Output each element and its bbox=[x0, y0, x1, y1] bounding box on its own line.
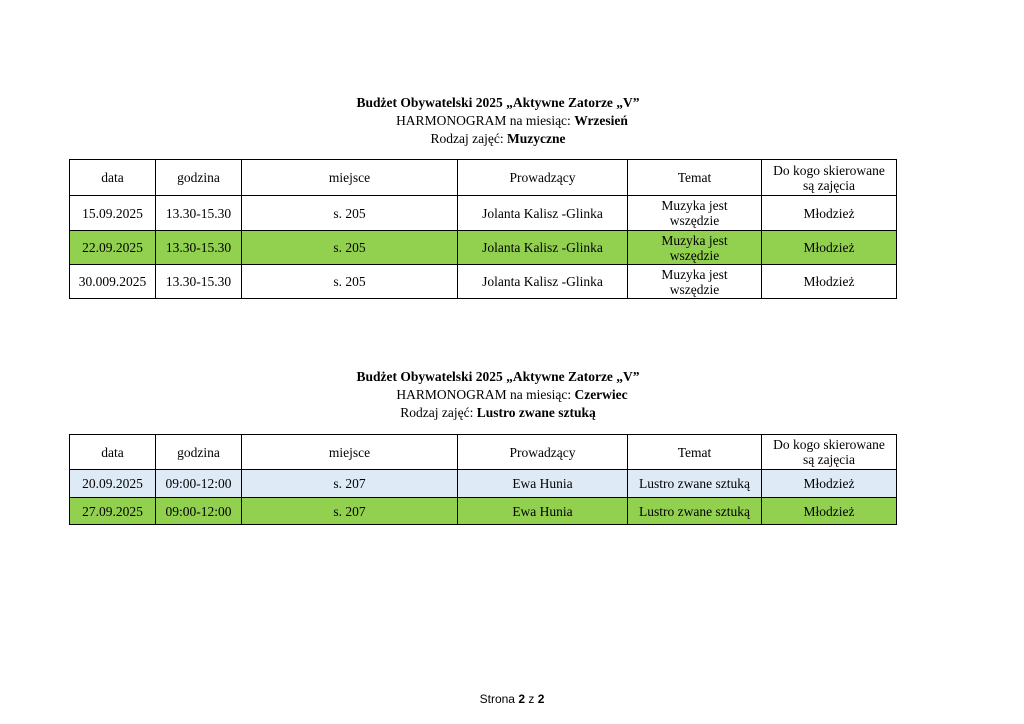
section2-month: Czerwiec bbox=[574, 387, 628, 402]
cell-do-kogo: Młodzież bbox=[762, 231, 897, 265]
section1-month: Wrzesień bbox=[574, 113, 628, 128]
cell-godzina: 09:00-12:00 bbox=[156, 498, 242, 525]
cell-data: 27.09.2025 bbox=[70, 498, 156, 525]
section1-type-prefix: Rodzaj zajęć: bbox=[430, 131, 507, 146]
section1-month-line bbox=[0, 112, 1024, 130]
header-do-kogo-line2: są zajęcia bbox=[802, 177, 856, 193]
section2-type-line bbox=[0, 404, 1024, 422]
cell-prowadzacy: Jolanta Kalisz -Glinka bbox=[458, 196, 628, 231]
cell-temat-line2: wszędzie bbox=[669, 247, 720, 263]
section1-heading bbox=[0, 94, 1024, 148]
cell-data: 22.09.2025 bbox=[70, 231, 156, 265]
header-do-kogo bbox=[762, 160, 897, 196]
cell-prowadzacy: Ewa Hunia bbox=[458, 498, 628, 525]
cell-do-kogo: Młodzież bbox=[762, 470, 897, 498]
cell-temat bbox=[628, 196, 762, 231]
table-row bbox=[70, 498, 897, 525]
section1-type: Muzyczne bbox=[506, 131, 566, 146]
footer-separator: z bbox=[525, 692, 538, 706]
cell-do-kogo: Młodzież bbox=[762, 196, 897, 231]
page-footer bbox=[0, 692, 1024, 706]
header-godzina: godzina bbox=[156, 435, 242, 470]
section2-month-prefix: HARMONOGRAM na miesiąc: bbox=[396, 387, 575, 402]
cell-miejsce: s. 205 bbox=[242, 231, 458, 265]
section1-title: Budżet Obywatelski 2025 „Aktywne Zatorze „V” bbox=[356, 95, 640, 110]
footer-prefix: Strona bbox=[479, 692, 519, 706]
cell-prowadzacy: Jolanta Kalisz -Glinka bbox=[458, 265, 628, 299]
cell-godzina: 13.30-15.30 bbox=[156, 231, 242, 265]
footer-page-number: 2 bbox=[518, 692, 526, 706]
header-temat: Temat bbox=[628, 435, 762, 470]
section2-table bbox=[69, 434, 897, 525]
cell-data: 15.09.2025 bbox=[70, 196, 156, 231]
section2-type-prefix: Rodzaj zajęć: bbox=[400, 405, 477, 420]
cell-miejsce: s. 207 bbox=[242, 470, 458, 498]
section2-heading bbox=[0, 368, 1024, 422]
header-do-kogo bbox=[762, 435, 897, 470]
cell-data: 20.09.2025 bbox=[70, 470, 156, 498]
cell-temat-line1: Muzyka jest bbox=[661, 232, 728, 248]
cell-prowadzacy: Jolanta Kalisz -Glinka bbox=[458, 231, 628, 265]
section2-type: Lustro zwane sztuką bbox=[476, 405, 596, 420]
table-row bbox=[70, 265, 897, 299]
header-prowadzacy: Prowadzący bbox=[458, 160, 628, 196]
footer-page-total: 2 bbox=[537, 692, 545, 706]
header-data: data bbox=[70, 160, 156, 196]
header-miejsce: miejsce bbox=[242, 160, 458, 196]
section1-type-line bbox=[0, 130, 1024, 148]
cell-temat-line2: wszędzie bbox=[669, 213, 720, 228]
table-row bbox=[70, 470, 897, 498]
section1-header-row bbox=[70, 160, 897, 196]
cell-do-kogo: Młodzież bbox=[762, 498, 897, 525]
header-godzina: godzina bbox=[156, 160, 242, 196]
cell-miejsce: s. 207 bbox=[242, 498, 458, 525]
cell-miejsce: s. 205 bbox=[242, 265, 458, 299]
section2-month-line bbox=[0, 386, 1024, 404]
cell-godzina: 13.30-15.30 bbox=[156, 196, 242, 231]
cell-temat bbox=[628, 265, 762, 299]
section1-table bbox=[69, 159, 897, 299]
table-row bbox=[70, 231, 897, 265]
cell-temat bbox=[628, 231, 762, 265]
header-temat: Temat bbox=[628, 160, 762, 196]
cell-temat-line1: Muzyka jest bbox=[661, 198, 728, 213]
cell-godzina: 13.30-15.30 bbox=[156, 265, 242, 299]
cell-data: 30.009.2025 bbox=[70, 265, 156, 299]
section2-header-row bbox=[70, 435, 897, 470]
cell-prowadzacy: Ewa Hunia bbox=[458, 470, 628, 498]
cell-temat: Lustro zwane sztuką bbox=[628, 498, 762, 525]
header-do-kogo-line1: Do kogo skierowane bbox=[773, 162, 885, 178]
section1-month-prefix: HARMONOGRAM na miesiąc: bbox=[396, 113, 575, 128]
header-prowadzacy: Prowadzący bbox=[458, 435, 628, 470]
table-row bbox=[70, 196, 897, 231]
header-miejsce: miejsce bbox=[242, 435, 458, 470]
cell-temat-line2: wszędzie bbox=[669, 281, 720, 297]
header-do-kogo-line1: Do kogo skierowane bbox=[773, 437, 885, 452]
cell-do-kogo: Młodzież bbox=[762, 265, 897, 299]
header-data: data bbox=[70, 435, 156, 470]
cell-temat: Lustro zwane sztuką bbox=[628, 470, 762, 498]
cell-godzina: 09:00-12:00 bbox=[156, 470, 242, 498]
header-do-kogo-line2: są zajęcia bbox=[802, 452, 856, 467]
cell-temat-line1: Muzyka jest bbox=[661, 266, 728, 282]
cell-miejsce: s. 205 bbox=[242, 196, 458, 231]
section2-title: Budżet Obywatelski 2025 „Aktywne Zatorze „V” bbox=[356, 369, 640, 384]
